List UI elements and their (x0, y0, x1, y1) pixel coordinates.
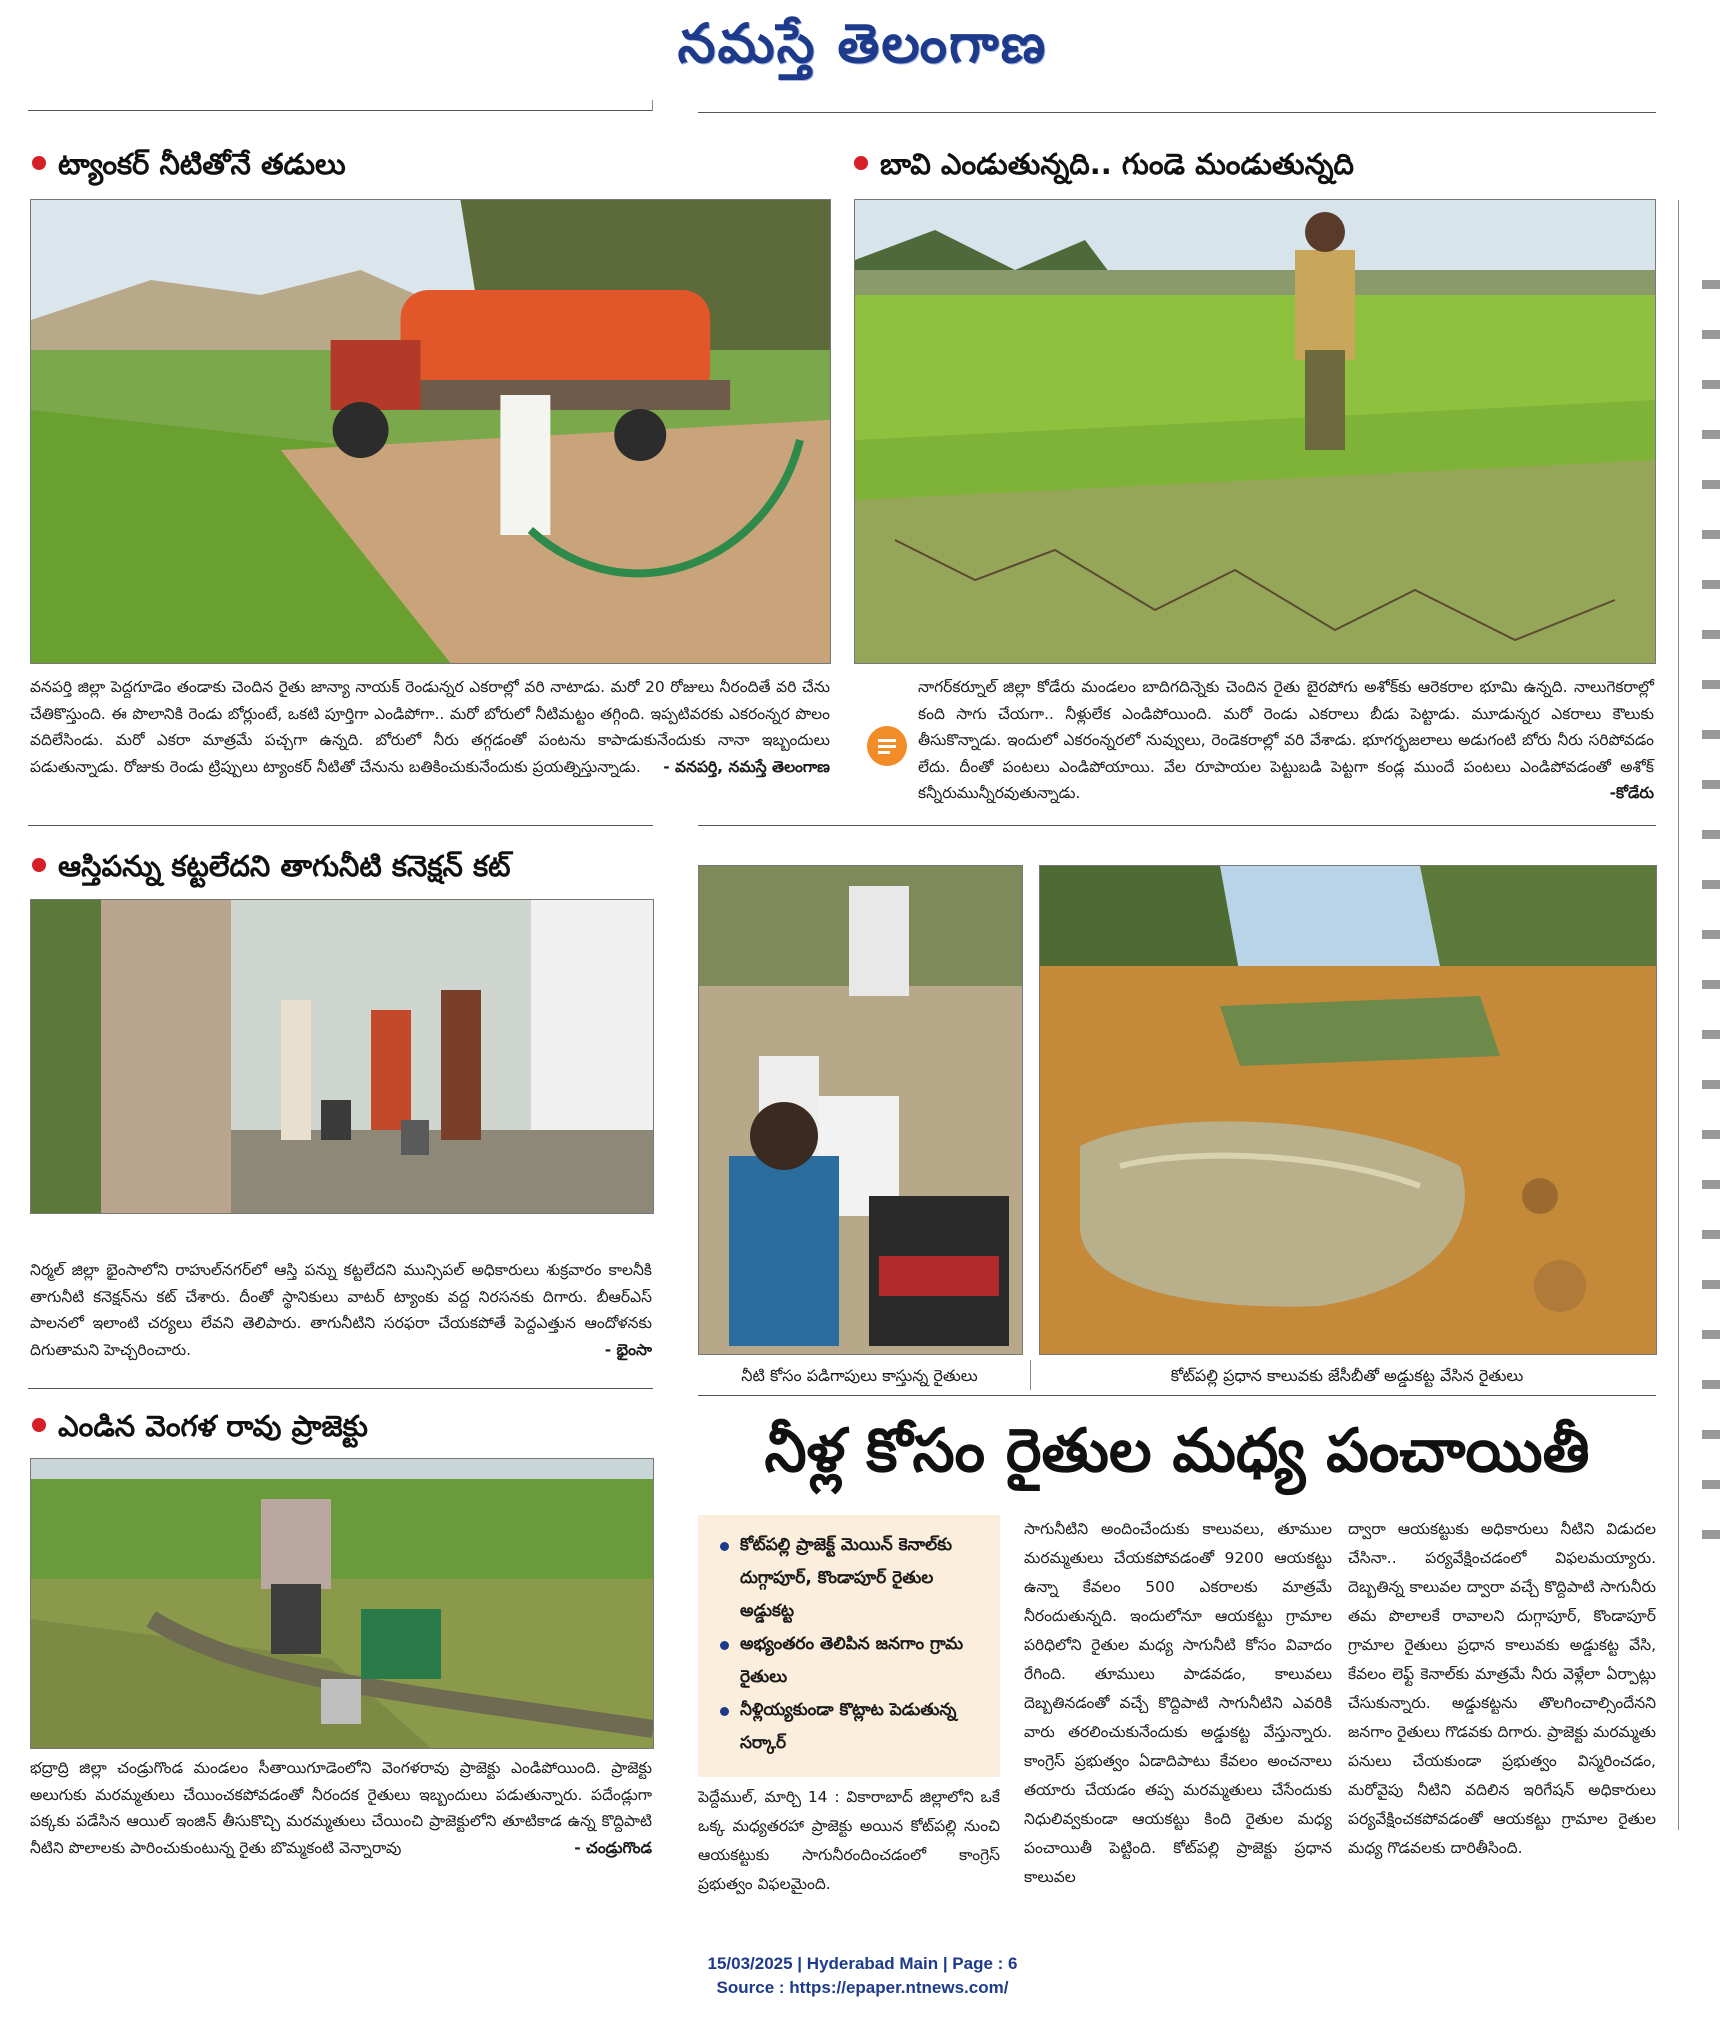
story3-headline: ఆస్తిపన్ను కట్టలేదని తాగునీటి కనెక్షన్ కట్ (32, 848, 510, 884)
story1-caption (30, 674, 830, 780)
story4-headline: ఎండిన వెంగళ రావు ప్రాజెక్టు (32, 1408, 368, 1444)
main-story-dateline: పెద్దేముల్, మార్చి 14 : (698, 1788, 840, 1806)
adjacent-column-fragment (1702, 280, 1720, 1540)
story2-headline: బావి ఎండుతున్నది.. గుండె మండుతున్నది (854, 146, 1354, 182)
tanker-photo (30, 199, 831, 664)
main-story-highlights (698, 1515, 1000, 1777)
top-rule-left-tick (652, 100, 653, 111)
section-rule-2 (698, 825, 1656, 826)
footer-date-edition: 15/03/2025 | Hyderabad Main | Page : 6 (707, 1954, 1018, 1973)
story3-caption-text: నిర్మల్ జిల్లా భైంసాలోని రాహుల్‌నగర్‌లో ఆస్తి పన్ను కట్టలేదని మున్సిపల్ అధికారులు శుక్రవారం కాలనీకి తాగునీటి కనెక్షన్‌ను కట్ చేశారు. దీంతో స్థానికులు వాటర్ ట్యాంకు వద్ద నిరసనకు దిగారు. బీఆర్‌ఎస్ పాలనలో ఇలాంటి చర్యలు లేవని తెలిపారు. తాగునీటిని సరఫరా చేయకపోతే పెద్దఎత్తున ఆందోళనకు దిగుతామని హెచ్చరించారు. (30, 1261, 652, 1359)
section-rule-3 (28, 1388, 653, 1389)
main-story-col1-text: వికారాబాద్ జిల్లాలోని ఒకే ఒక్క మధ్యతరహా ప్రాజెక్టు అయిన కోట్‌పల్లి నుంచి ఆయకట్టుకు సాగునీరందించడంలో కాంగ్రెస్ ప్రభుత్వం విఫలమైంది. (698, 1788, 1000, 1893)
story4-credit: - చండ్రుగొండ (574, 1838, 652, 1857)
main-story-headline: నీళ్ల కోసం రైతుల మధ్య పంచాయితీ (764, 1416, 1590, 1486)
highlight-item: కోట్‌పల్లి ప్రాజెక్ట్ మెయిన్ కెనాల్‌కు దుగ్గాపూర్, కొండాపూర్ రైతుల అడ్డుకట్ట (718, 1529, 986, 1628)
story1-caption-text: వనపర్తి జిల్లా పెద్దగూడెం తండాకు చెందిన రైతు జాన్యా నాయక్ రెండున్నర ఎకరాల్లో వరి నాటాడు. మరో 20 రోజులు నీరందితే వరి చేను చేతికొస్తుంది. ఈ పొలానికి రెండు బోర్లుంటే, ఒకటి పూర్తిగా ఎండిపోగా.. మరో బోరులో నీటిమట్టం తగ్గింది. ఇప్పటివరకు ఎకరంన్నర పొలం వదిలేసిండు. మరో ఎకరా మాత్రమే పచ్చగా ఉన్నది. బోరులో నీరు తగ్గడంతో పంటను కాపాడుకునేందుకు నానా ఇబ్బందులు పడుతున్నాడు. రోజుకు రెండు ట్రిప్పులు ట్యాంకర్ నీటితో చేనును బతికించుకునేందుకు ప్రయత్నిస్తున్నాడు. (30, 678, 830, 776)
dry-project-photo (30, 1458, 654, 1749)
main-story-col3: ద్వారా ఆయకట్టుకు అధికారులు నీటిని విడుదల చేసినా.. పర్యవేక్షించడంలో విఫలమయ్యారు. దెబ్బతిన్న కాలువల ద్వారా వచ్చే కొద్దిపాటి సాగునీరు తమ పొలాలకే రావాలని దుగ్గాపూర్, కొండాపూర్ గ్రామాల రైతులు ప్రధాన కాలువకు అడ్డుకట్ట వేసి, కేవలం లెఫ్ట్ కెనాల్‌కు మాత్రమే నీరు వెళ్లేలా ఏర్పాట్లు చేసుకున్నారు. అడ్డుకట్టను తొలగించాల్సిందేనని జనగాం రైతులు గొడవకు దిగారు. ప్రాజెక్టు మరమ్మతు పనులు చేయకుండా ప్రభుత్వం విస్మరించడం, మరోవైపు నీటిని వదిలిన ఇరిగేషన్ అధికారులు పర్యవేక్షించకపోవడంతో ఆయకట్టు గ్రామాల రైతుల మధ్య గొడవలకు దారితీసింది. (1348, 1520, 1656, 1857)
top-rule-right (698, 112, 1656, 113)
farmers-waiting-caption: నీటి కోసం పడిగాపులు కాస్తున్న రైతులు (741, 1366, 978, 1385)
protest-photo (30, 899, 654, 1214)
story4-caption (30, 1755, 652, 1861)
bullet-dot-icon (32, 156, 46, 170)
dry-paddy-photo (854, 199, 1656, 664)
bullet-dot-icon (32, 858, 46, 872)
mid-caption-divider (1030, 1360, 1031, 1390)
section-rule-4 (698, 1395, 1656, 1396)
highlight-item: అభ్యంతరం తెలిపిన జనగాం గ్రామ రైతులు (718, 1628, 986, 1694)
main-story-col2: సాగునీటిని అందించేందుకు కాలువలు, తూముల మరమ్మతులు చేయకపోవడంతో 9200 ఆయకట్టు ఉన్నా కేవలం 500 ఎకరాలకు మాత్రమే నీరందుతున్నది. ఇందులోనూ ఆయకట్టు గ్రామాల పరిధిలోని రైతుల మధ్య సాగునీటి కోసం వివాదం రేగింది. తూములు పాడవడం, కాలువలు దెబ్బతినడంతో వచ్చే కొద్దిపాటి సాగునీటిని ఎవరికి వారు తరలించుకునేందుకు అడ్డుకట్ట వేస్తున్నారు. కాంగ్రెస్ ప్రభుత్వం ఏడాదిపాటు కేవలం అంచనాలు తయారు చేయడం తప్ప మరమ్మతులు చేసేందుకు నిధులివ్వకుండా ఆయకట్టు కింది రైతుల మధ్య పంచాయితీ పెట్టింది. కోట్‌పల్లి ప్రాజెక్టు ప్రధాన కాలువల (1024, 1520, 1332, 1886)
story3-credit: - భైంసా (604, 1340, 652, 1359)
right-edge-divider (1678, 200, 1679, 1830)
canal-blocked-caption: కోట్‌పల్లి ప్రధాన కాలువకు జేసీబీతో అడ్డుకట్ట వేసిన రైతులు (1170, 1366, 1524, 1385)
farmers-waiting-photo (698, 865, 1023, 1355)
canal-blocked-photo (1039, 865, 1657, 1355)
story2-caption-text: నాగర్‌కర్నూల్ జిల్లా కోడేరు మండలం బాదిగదిన్నెకు చెందిన రైతు బైరపోగు అశోక్‌కు ఆరెకరాల భూమి ఉన్నది. నాలుగెకరాల్లో కంది సాగు చేయగా.. నీళ్లులేక ఎండిపోయింది. మరో రెండు ఎకరాలు బీడు పెట్టాడు. మూడున్నర ఎకరాలు కౌలుకు తీసుకొన్నాడు. ఇందులో ఎకరంన్నరలో నువ్వులు, రెండెకరాల్లో వరి వేశాడు. భూగర్భజలాలు అడుగంటి బోరు నీరు సరిపోవడం లేదు. దీంతో పంటలు ఎండిపోయాయి. వేల రూపాయల పెట్టుబడి పెట్టగా కండ్ల ముందే పంటలు ఎండిపోవడంతో అశోక్ కన్నీరుమున్నీరవుతున్నాడు. (918, 678, 1654, 802)
story4-caption-text: భద్రాద్రి జిల్లా చండ్రుగొండ మండలం సీతాయిగూడెంలోని వెంగళరావు ప్రాజెక్టు ఎండిపోయింది. ప్రాజెక్టు అలుగుకు మరమ్మతులు చేయించకపోవడంతో నీరందక రైతులు ఇబ్బందులు పడుతున్నారు. పదేండ్లుగా పక్కకు పడేసిన ఆయిల్ ఇంజిన్ తీసుకొచ్చి మరమ్మతులు చేయించి ప్రాజెక్టులోని తూటికాడ ఉన్న కొద్దిపాటి నీటిని పొలాలకు పారించుకుంటున్న రైతు బొమ్మకంటి వెన్నారావు (30, 1759, 652, 1857)
footer-source-link[interactable]: Source : https://epaper.ntnews.com/ (716, 1978, 1009, 1997)
story1-headline: ట్యాంకర్ నీటితోనే తడులు (32, 146, 346, 182)
top-rule-left (28, 110, 653, 111)
masthead: నమస్తే తెలంగాణ (677, 11, 1048, 75)
story2-caption (918, 674, 1654, 807)
bullet-dot-icon (854, 156, 868, 170)
notes-icon[interactable] (867, 726, 907, 766)
story1-credit: - వనపర్తి, నమస్తే తెలంగాణ (663, 757, 830, 776)
highlight-item: నీళ్లియ్యకుండా కొట్లాట పెడుతున్న సర్కార్ (718, 1694, 986, 1760)
bullet-dot-icon (32, 1418, 46, 1432)
story2-credit: -కోడేరు (1609, 784, 1654, 802)
main-story-col1 (698, 1783, 1000, 1899)
story3-caption (30, 1257, 652, 1363)
section-rule-1 (28, 825, 653, 826)
